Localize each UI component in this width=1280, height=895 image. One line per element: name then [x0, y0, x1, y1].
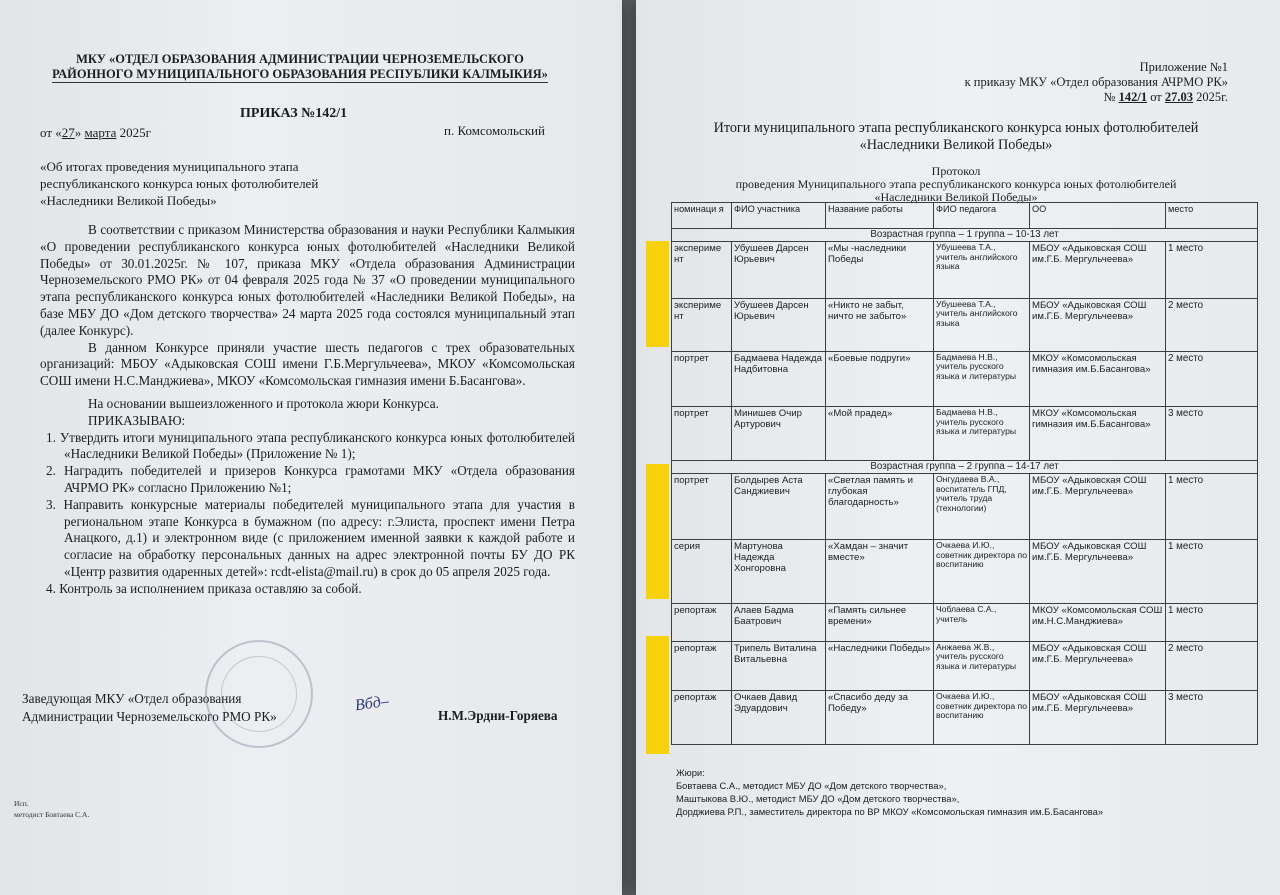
- appendix-page: [636, 0, 1280, 895]
- school-cell: МКОУ «Комсомольская СОШ им.Н.С.Манджиева»: [1030, 604, 1166, 641]
- table-row: [672, 242, 1258, 299]
- subject-line-3: «Наследники Великой Победы»: [40, 193, 217, 208]
- executor-label: Исп.: [14, 799, 29, 808]
- highlighter-mark: [646, 464, 669, 599]
- work-title-cell: Название работы: [826, 203, 934, 229]
- work-title-cell: «Никто не забыт, ничто не забыто»: [826, 298, 934, 351]
- participant-cell: Трипель Виталина Витальевна: [732, 641, 826, 691]
- place-cell: 3 место: [1166, 691, 1258, 745]
- school-cell: МБОУ «Адыковская СОШ им.Г.Б. Мергульчеева»: [1030, 540, 1166, 604]
- executor-note: [14, 798, 89, 820]
- school-cell: МБОУ «Адыковская СОШ им.Г.Б. Мергульчеева»: [1030, 242, 1166, 299]
- place-cell: 2 место: [1166, 641, 1258, 691]
- teacher-cell: Убушеева Т.А., учитель английского языка: [934, 298, 1030, 351]
- appendix-order-number: 142/1: [1118, 90, 1148, 104]
- table-row: [672, 641, 1258, 691]
- order-item-4: 4. Контроль за исполнением приказа оставляю за собой.: [46, 580, 362, 596]
- jury-block: [676, 766, 1103, 818]
- date-year: 2025г: [116, 125, 151, 140]
- participant-cell: ФИО участника: [732, 203, 826, 229]
- jury-member: Маштыкова В.Ю., методист МБУ ДО «Дом детского творчества»,: [676, 793, 960, 804]
- work-title-cell: «Наследники Победы»: [826, 641, 934, 691]
- participant-cell: Убушеев Дарсен Юрьевич: [732, 242, 826, 299]
- date-month: марта: [84, 125, 117, 140]
- nomination-cell: репортаж: [672, 691, 732, 745]
- signatory-role-line-1: Заведующая МКУ «Отдел образования: [22, 691, 242, 706]
- table-row: [672, 351, 1258, 407]
- appendix-year: 2025г.: [1193, 90, 1228, 104]
- teacher-cell: Очкаева И.Ю., советник директора по воспитанию: [934, 540, 1030, 604]
- nomination-cell: номинаци я: [672, 203, 732, 229]
- protocol-line-2: проведения Муниципального этапа республиканского конкурса юных фотолюбителей: [735, 177, 1177, 191]
- appendix-date: 27.03: [1164, 90, 1194, 104]
- table-header-row: [672, 203, 1258, 229]
- school-cell: МКОУ «Комсомольская гимназия им.Б.Басангова»: [1030, 351, 1166, 407]
- results-title-line-1: Итоги муниципального этапа республиканского конкурса юных фотолюбителей: [713, 120, 1199, 136]
- order-date: [40, 125, 151, 141]
- place-cell: 3 место: [1166, 407, 1258, 461]
- participant-cell: Убушеев Дарсен Юрьевич: [732, 298, 826, 351]
- participant-cell: Болдырев Аста Санджиевич: [732, 474, 826, 540]
- organization-header: [40, 52, 560, 83]
- appendix-number: Приложение №1: [1139, 60, 1228, 74]
- participant-cell: Алаев Бадма Баатрович: [732, 604, 826, 641]
- protocol-line-3: «Наследники Великой Победы»: [874, 190, 1038, 204]
- prikazyvayu-heading: ПРИКАЗЫВАЮ:: [88, 412, 186, 428]
- order-body: [40, 222, 575, 598]
- work-title-cell: «Мы -наследники Победы: [826, 242, 934, 299]
- participant-cell: Очкаев Давид Эдуардович: [732, 691, 826, 745]
- nomination-cell: портрет: [672, 474, 732, 540]
- nomination-cell: портрет: [672, 351, 732, 407]
- order-item-3: 3. Направить конкурсные материалы победителей муниципального этапа для участия в региональном этапе Конкурса в бумажном (по адресу: г.Элиста, проспект имени Петра Анацкого, д.1) и электронном виде (с приложением именной заявки к каждой работе и согласие на обработку персональных данных на адрес электронной почты БУ ДО РК «Центр развития одаренных детей»: rcdt-elista@mail.ru) в срок до 05 апреля 2025 года.: [46, 496, 575, 579]
- date-mid: »: [74, 125, 85, 140]
- age-group-label: Возрастная группа – 1 группа – 10-13 лет: [672, 228, 1258, 241]
- work-title-cell: «Хамдан – значит вместе»: [826, 540, 934, 604]
- subject-line-1: «Об итогах проведения муниципального этапа: [40, 159, 299, 174]
- executor-name: методист Бовтаева С.А.: [14, 810, 90, 819]
- subject-line-2: республиканского конкурса юных фотолюбителей: [40, 176, 319, 191]
- date-day: 27: [61, 125, 75, 140]
- jury-member: Дорджиева Р.П., заместитель директора по ВР МКОУ «Комсомольская гимназия им.Б.Басангова»: [676, 806, 1104, 817]
- highlighter-mark: [646, 636, 669, 754]
- school-cell: МБОУ «Адыковская СОШ им.Г.Б. Мергульчеева»: [1030, 691, 1166, 745]
- appendix-header: [965, 60, 1228, 105]
- teacher-cell: Бадмаева Н.В., учитель русского языка и литературы: [934, 351, 1030, 407]
- nomination-cell: серия: [672, 540, 732, 604]
- protocol-label: Протокол: [931, 164, 981, 178]
- table-row: [672, 298, 1258, 351]
- school-cell: МБОУ «Адыковская СОШ им.Г.Б. Мергульчеева»: [1030, 641, 1166, 691]
- place-cell: 2 место: [1166, 298, 1258, 351]
- order-place: п. Комсомольский: [444, 123, 545, 138]
- table-row: [672, 474, 1258, 540]
- appendix-from: от: [1147, 90, 1165, 104]
- results-title: [676, 120, 1236, 154]
- protocol-heading: [676, 165, 1236, 204]
- org-line-2: РАЙОННОГО МУНИЦИПАЛЬНОГО ОБРАЗОВАНИЯ РЕСПУБЛИКИ КАЛМЫКИЯ»: [52, 67, 548, 81]
- handwritten-signature: Вбд–: [353, 692, 390, 715]
- results-table: [671, 202, 1258, 745]
- nomination-cell: экспериме нт: [672, 242, 732, 299]
- signatory-role-line-2: Администрации Черноземельского РМО РК»: [22, 709, 277, 724]
- order-item-2: 2. Наградить победителей и призеров Конкурса грамотами МКУ «Отдела образования АЧРМО РК» согласно Приложению №1;: [46, 463, 575, 495]
- date-prefix: от «: [40, 125, 62, 140]
- teacher-cell: Онгудаева В.А., воспитатель ГПД, учитель труда (технологии): [934, 474, 1030, 540]
- place-cell: 1 место: [1166, 474, 1258, 540]
- school-cell: МБОУ «Адыковская СОШ им.Г.Б. Мергульчеева»: [1030, 474, 1166, 540]
- table-row: [672, 691, 1258, 745]
- paragraph-basis: В соответствии с приказом Министерства образования и науки Республики Калмыкия «О проведении республиканского конкурса юных фотолюбителей «Наследники Великой Победы» от 30.01.2025г. № 107, приказа МКУ «Отдела образования Администрации Черноземельского РМО РК» от 04 февраля 2025 года № 37 «О проведении муниципального этапа республиканского конкурса юных фотолюбителей «Наследники Великой Победы», на базе МБУ ДО «Дом детского творчества» 24 марта 2025 года состоялся муниципальный этап (далее Конкурс).: [40, 222, 575, 338]
- school-cell: ОО: [1030, 203, 1166, 229]
- signatory-name: Н.М.Эрдни-Горяева: [438, 708, 558, 723]
- teacher-cell: Чоблаева С.А., учитель: [934, 604, 1030, 641]
- teacher-cell: ФИО педагога: [934, 203, 1030, 229]
- table-row: [672, 407, 1258, 461]
- place-cell: 1 место: [1166, 604, 1258, 641]
- results-title-line-2: «Наследники Великой Победы»: [859, 137, 1053, 153]
- nomination-cell: репортаж: [672, 604, 732, 641]
- work-title-cell: «Память сильнее времени»: [826, 604, 934, 641]
- participant-cell: Бадмаева Надежда Надбитовна: [732, 351, 826, 407]
- work-title-cell: «Мой прадед»: [826, 407, 934, 461]
- teacher-cell: Очкаева И.Ю., советник директора по воспитанию: [934, 691, 1030, 745]
- results-table-body: [672, 203, 1258, 745]
- place-cell: место: [1166, 203, 1258, 229]
- participant-cell: Минишев Очир Артурович: [732, 407, 826, 461]
- highlighter-mark: [646, 241, 669, 347]
- order-subject: [40, 158, 400, 209]
- work-title-cell: «Боевые подруги»: [826, 351, 934, 407]
- paragraph-jury-basis: На основании вышеизложенного и протокола жюри Конкурса.: [88, 395, 439, 411]
- place-cell: 2 место: [1166, 351, 1258, 407]
- appendix-order-line: [965, 90, 1228, 105]
- teacher-cell: Анжаева Ж.В., учитель русского языка и литературы: [934, 641, 1030, 691]
- age-group-1-row: [672, 228, 1258, 241]
- table-row: [672, 540, 1258, 604]
- work-title-cell: «Светлая память и глубокая благодарность»: [826, 474, 934, 540]
- org-line-1: МКУ «ОТДЕЛ ОБРАЗОВАНИЯ АДМИНИСТРАЦИИ ЧЕРНОЗЕМЕЛЬСКОГО: [76, 52, 524, 66]
- jury-member: Бовтаева С.А., методист МБУ ДО «Дом детского творчества»,: [676, 780, 947, 791]
- participant-cell: Мартунова Надежда Хонгоровна: [732, 540, 826, 604]
- appendix-reference: к приказу МКУ «Отдел образования АЧРМО РК»: [964, 75, 1228, 89]
- work-title-cell: «Спасибо деду за Победу»: [826, 691, 934, 745]
- teacher-cell: Бадмаева Н.В., учитель русского языка и литературы: [934, 407, 1030, 461]
- order-page: [0, 0, 622, 895]
- age-group-2-row: [672, 461, 1258, 474]
- jury-title: Жюри:: [676, 767, 705, 778]
- signatory-role: [22, 690, 277, 726]
- age-group-label: Возрастная группа – 2 группа – 14-17 лет: [672, 461, 1258, 474]
- table-row: [672, 604, 1258, 641]
- order-item-1: 1. Утвердить итоги муниципального этапа республиканского конкурса юных фотолюбителей «Наследники Великой Победы» (Приложение № 1);: [46, 429, 575, 462]
- teacher-cell: Убушеева Т.А., учитель английского языка: [934, 242, 1030, 299]
- school-cell: МБОУ «Адыковская СОШ им.Г.Б. Мергульчеева»: [1030, 298, 1166, 351]
- place-cell: 1 место: [1166, 242, 1258, 299]
- order-title: ПРИКАЗ №142/1: [240, 106, 348, 121]
- appendix-no-prefix: №: [1103, 90, 1119, 104]
- place-cell: 1 место: [1166, 540, 1258, 604]
- school-cell: МКОУ «Комсомольская гимназия им.Б.Басангова»: [1030, 407, 1166, 461]
- nomination-cell: портрет: [672, 407, 732, 461]
- paragraph-participants: В данном Конкурсе приняли участие шесть педагогов с трех образовательных организаций: МБОУ «Адыковская СОШ имени Г.Б.Мергульчеева», МКОУ «Комсомольская СОШ имени Н.С.Манджиева», МКОУ «Комсомольская гимназия имени Б.Басангова».: [40, 339, 575, 389]
- nomination-cell: репортаж: [672, 641, 732, 691]
- nomination-cell: экспериме нт: [672, 298, 732, 351]
